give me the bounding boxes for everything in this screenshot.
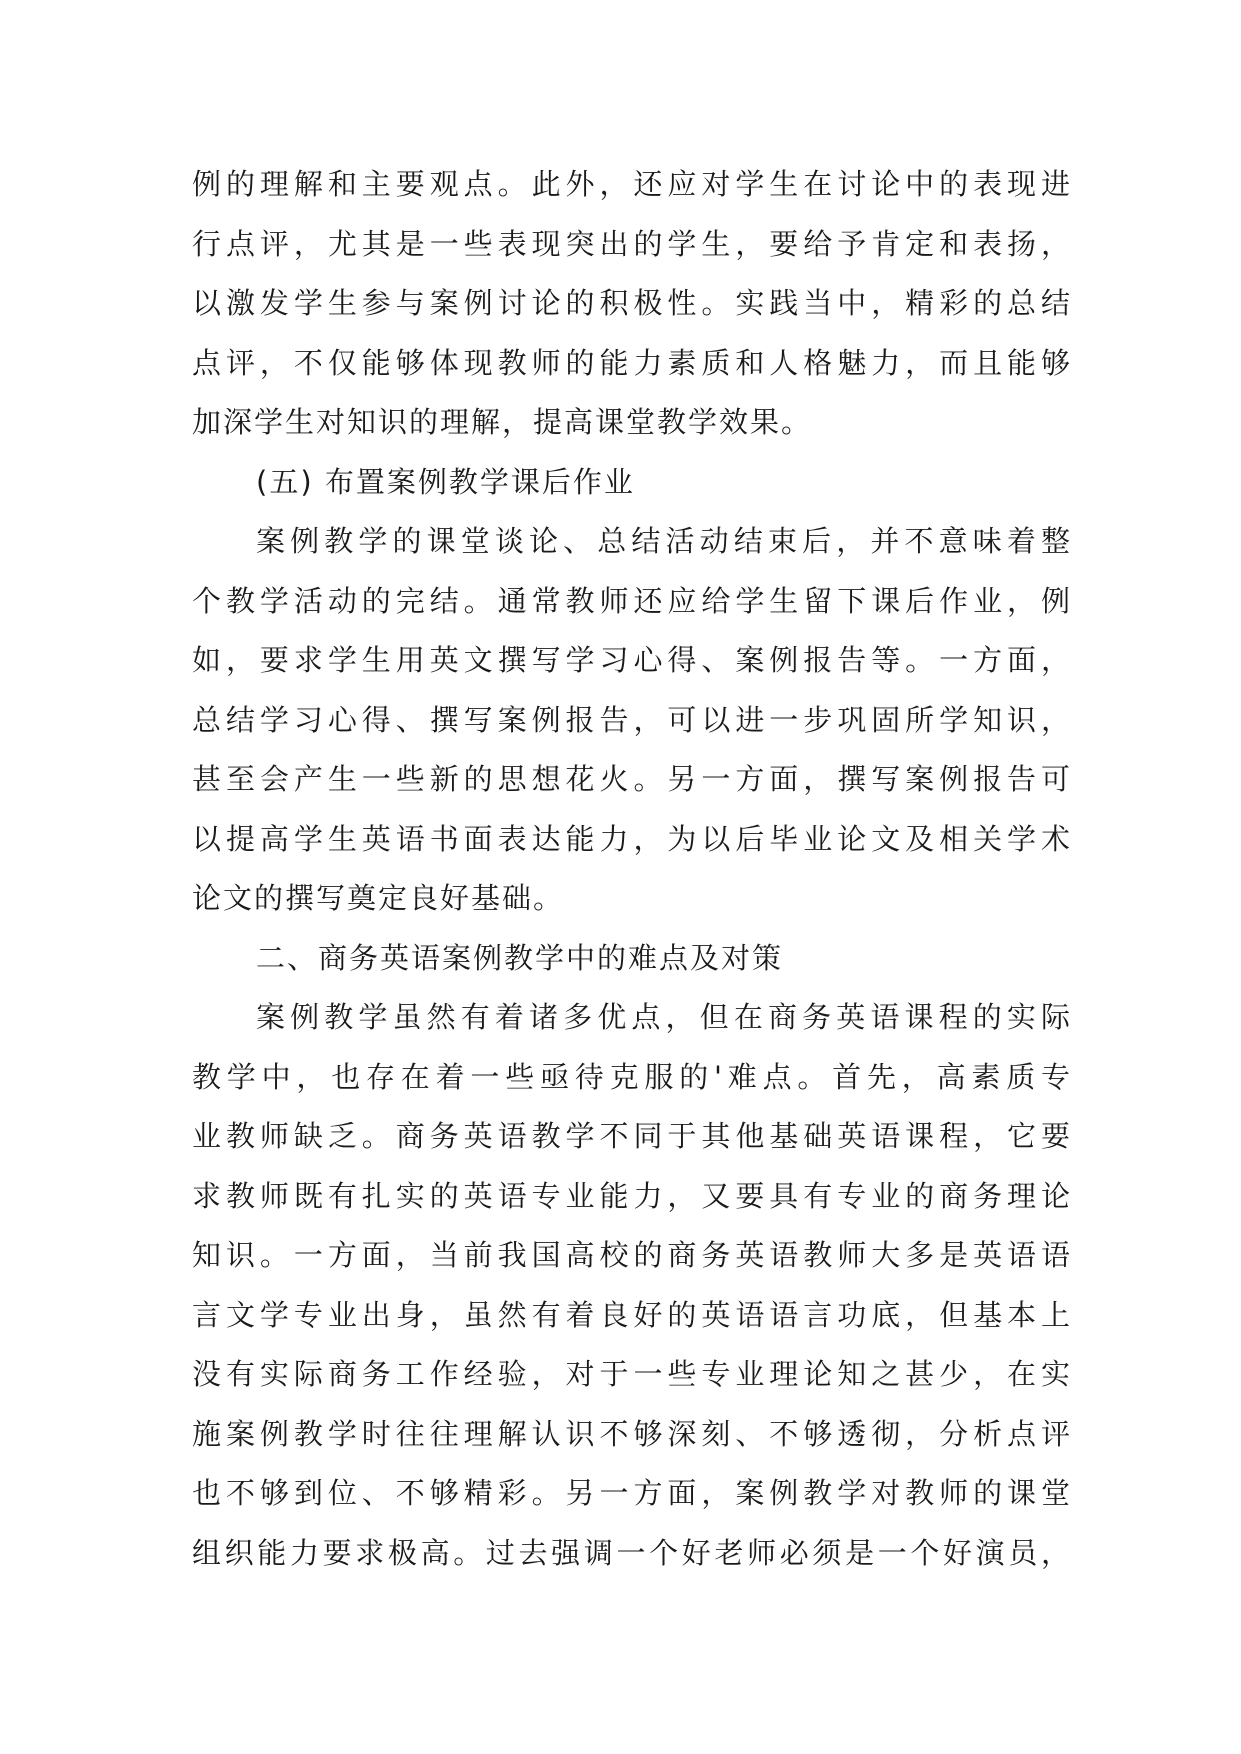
text-line: 教学中，也存在着一些亟待克服的'难点。首先，高素质专 (192, 1059, 1072, 1094)
text-line: 以提高学生英语书面表达能力，为以后毕业论文及相关学术 (192, 821, 1072, 856)
text-line: 业教师缺乏。商务英语教学不同于其他基础英语课程，它要 (192, 1119, 1072, 1153)
text-line: 论文的撰写奠定良好基础。 (192, 881, 565, 915)
text-line: 个教学活动的完结。通常教师还应给学生留下课后作业，例 (192, 583, 1072, 618)
text-line: 言文学专业出身，虽然有着良好的英语语言功底，但基本上 (192, 1297, 1072, 1332)
text-line: 案例教学的课堂谈论、总结活动结束后，并不意味着整 (256, 524, 1072, 558)
section-heading: (五) 布置案例教学课后作业 (256, 464, 635, 499)
text-line: 加深学生对知识的理解，提高课堂教学效果。 (192, 405, 813, 439)
text-line: 组织能力要求极高。过去强调一个好老师必须是一个好演员， (192, 1535, 1072, 1570)
text-line: 也不够到位、不够精彩。另一方面，案例教学对教师的课堂 (192, 1476, 1072, 1510)
text-line: 没有实际商务工作经验，对于一些专业理论知之甚少，在实 (192, 1357, 1072, 1391)
text-line: 求教师既有扎实的英语专业能力，又要具有专业的商务理论 (192, 1178, 1072, 1213)
text-line: 如，要求学生用英文撰写学习心得、案例报告等。一方面， (192, 643, 1072, 677)
text-line: 点评，不仅能够体现教师的能力素质和人格魅力，而且能够 (192, 345, 1072, 380)
text-line: 甚至会产生一些新的思想花火。另一方面，撰写案例报告可 (192, 762, 1072, 796)
text-line: 例的理解和主要观点。此外，还应对学生在讨论中的表现进 (192, 167, 1072, 201)
text-line: 案例教学虽然有着诸多优点，但在商务英语课程的实际 (256, 1000, 1072, 1034)
text-line: 总结学习心得、撰写案例报告，可以进一步巩固所学知识， (192, 702, 1072, 737)
text-line: 行点评，尤其是一些表现突出的学生，要给予肯定和表扬， (192, 226, 1072, 261)
body-text (192, 155, 1072, 1583)
text-line: 知识。一方面，当前我国高校的商务英语教师大多是英语语 (192, 1238, 1072, 1272)
text-line: 以激发学生参与案例讨论的积极性。实践当中，精彩的总结 (192, 286, 1072, 320)
text-line: 施案例教学时往往理解认识不够深刻、不够透彻，分析点评 (192, 1416, 1072, 1451)
section-heading: 二、商务英语案例教学中的难点及对策 (256, 940, 784, 975)
